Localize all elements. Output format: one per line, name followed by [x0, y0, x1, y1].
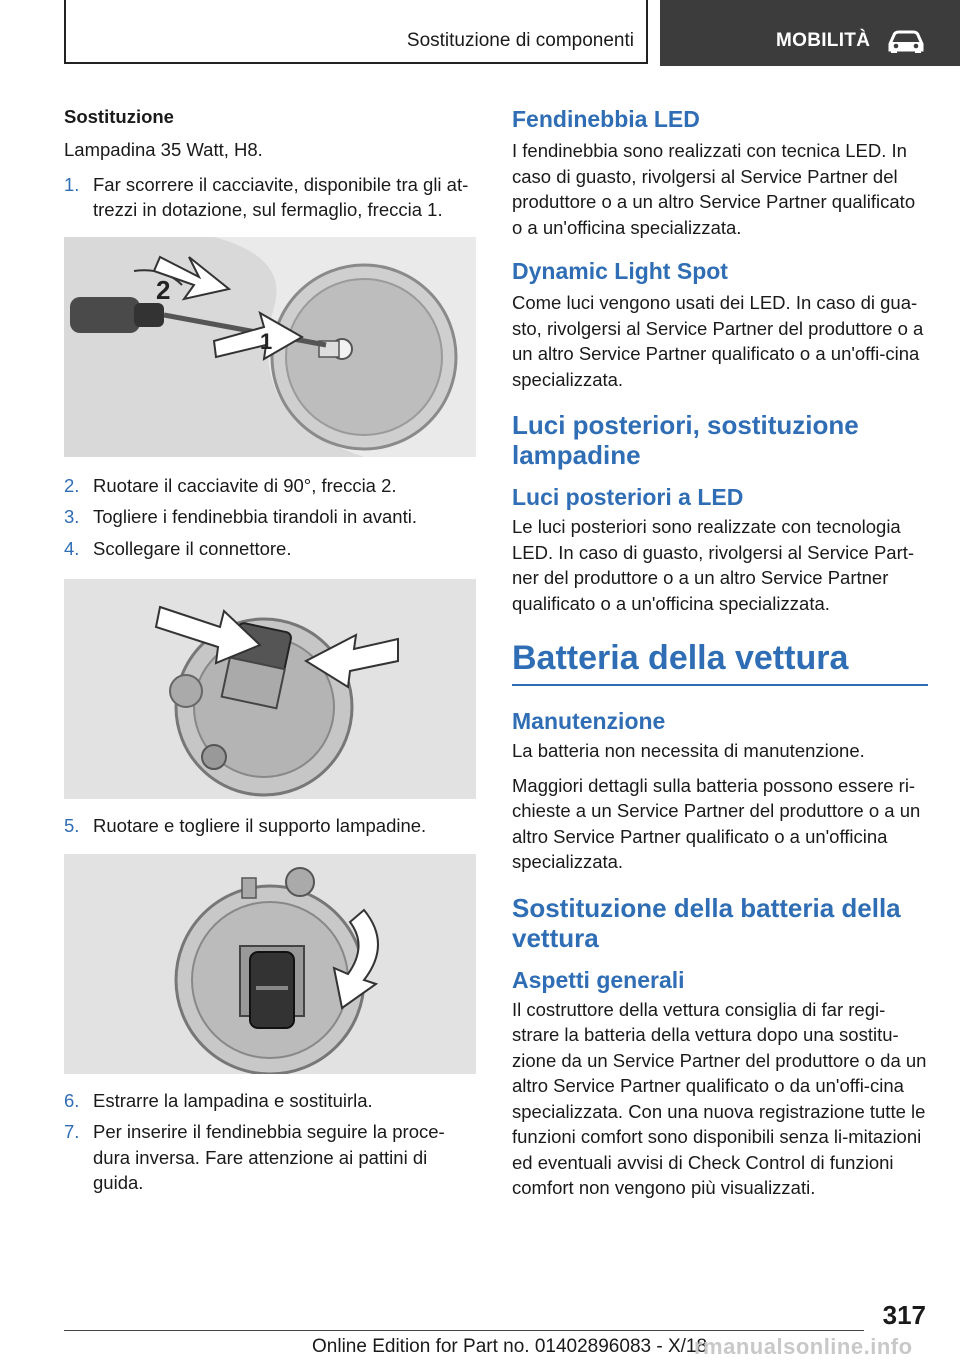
list-item — [64, 172, 476, 223]
step-number: 1. — [64, 173, 80, 195]
step-text: Far scorrere il cacciavite, disponibile tra gli at-trezzi in dotazione, sul fermaglio, freccia 1. — [93, 173, 469, 220]
battery-heading: Batteria della vettura — [512, 639, 849, 677]
bulb-spec: Lampadina 35 Watt, H8. — [64, 139, 263, 160]
maintenance-text-1: La batteria non necessita di manutenzione. — [512, 740, 865, 761]
list-item — [64, 1088, 476, 1114]
step-text: Ruotare il cacciavite di 90°, freccia 2. — [93, 474, 397, 496]
step-text: Per inserire il fendinebbia seguire la proce-dura inversa. Fare attenzione ai pattini di guida. — [93, 1121, 445, 1193]
step-list-3 — [64, 813, 476, 839]
maintenance-heading: Manutenzione — [512, 708, 666, 734]
page-header — [0, 0, 960, 66]
light-spot-heading: Dynamic Light Spot — [512, 258, 728, 284]
step-number: 6. — [64, 1089, 80, 1111]
step-text: Ruotare e togliere il supporto lampadine. — [93, 815, 427, 836]
arrow-label-2: 2 — [156, 274, 171, 305]
list-item — [64, 504, 476, 530]
fog-led-text: I fendinebbia sono realizzati con tecnica LED. In caso di guasto, rivolgersi al Service Partner del produttore o a un altro Service Partner qualificato o a un'officina specializzata. — [512, 140, 916, 238]
footer-edition: Online Edition for Part no. 01402896083 - X/18 — [312, 1336, 708, 1357]
car-icon — [886, 28, 926, 54]
rear-led-heading: Luci posteriori a LED — [512, 484, 744, 510]
step-list-2 — [64, 473, 476, 562]
chapter-title: MOBILITÀ — [776, 30, 871, 51]
list-item — [64, 536, 476, 562]
arrow-label-1: 1 — [260, 328, 273, 354]
step-text: Estrarre la lampadina e sostituirla. — [93, 1089, 373, 1111]
footer-rule — [64, 1330, 864, 1331]
step-text: Scollegare il connettore. — [93, 537, 292, 559]
rear-lights-heading: Luci posteriori, sostituzione lampadine — [512, 410, 859, 470]
rear-led-text: Le luci posteriori sono realizzate con tecnologia LED. In caso di guasto, rivolgersi al Service Part-ner del produttore o a un altro Service Partner qualificato o a un'officina specializzata. — [512, 516, 915, 614]
page-number: 317 — [882, 1300, 926, 1330]
fog-led-heading: Fendinebbia LED — [512, 106, 700, 132]
section-title: Sostituzione di componenti — [406, 30, 634, 51]
step-number: 4. — [64, 537, 80, 559]
step-number: 5. — [64, 815, 80, 836]
list-item — [64, 813, 476, 839]
connector-figure — [64, 579, 476, 799]
header-section-box — [64, 0, 648, 64]
screwdriver-figure — [64, 237, 476, 457]
general-heading: Aspetti generali — [512, 966, 685, 993]
general-text: Il costruttore della vettura consiglia di far regi-strare la batteria della vettura dopo una sostitu-zione da un Service Partner del produttore o da un altro Service Partner qualificato o da un'offi-cina specializzata. Con una nuova registrazione tutte le funzioni comfort sono disponibili senza li-mitazioni ed eventuali avvisi di Check Control di funzioni comfort non vengono più visualizzati. — [512, 998, 927, 1198]
step-text: Togliere i fendinebbia tirandoli in avanti. — [93, 506, 417, 527]
battery-replace-heading: Sostituzione della batteria della vettura — [512, 892, 901, 953]
step-number: 3. — [64, 506, 80, 527]
step-list-1 — [64, 172, 476, 223]
header-chapter-box — [660, 0, 960, 66]
list-item — [64, 473, 476, 499]
heading-rule — [512, 684, 928, 686]
replacement-heading: Sostituzione — [64, 106, 174, 127]
list-item — [64, 1119, 476, 1196]
right-column — [512, 104, 928, 1201]
light-spot-text: Come luci vengono usati dei LED. In caso di gua-sto, rivolgersi al Service Partner del produttore o a un altro Service Partner qualificato o a un'offi-cina specializzata. — [512, 292, 924, 390]
maintenance-text-2: Maggiori dettagli sulla batteria possono essere ri-chieste a un Service Partner del produttore o a un altro Service Partner qualificato o a un'officina specializzata. — [512, 774, 921, 872]
bulb-holder-figure — [64, 854, 476, 1074]
left-column — [64, 104, 476, 1196]
watermark: rmanualsonline.info — [694, 1334, 913, 1359]
step-number: 7. — [64, 1121, 80, 1142]
step-number: 2. — [64, 474, 80, 496]
step-list-4 — [64, 1088, 476, 1196]
